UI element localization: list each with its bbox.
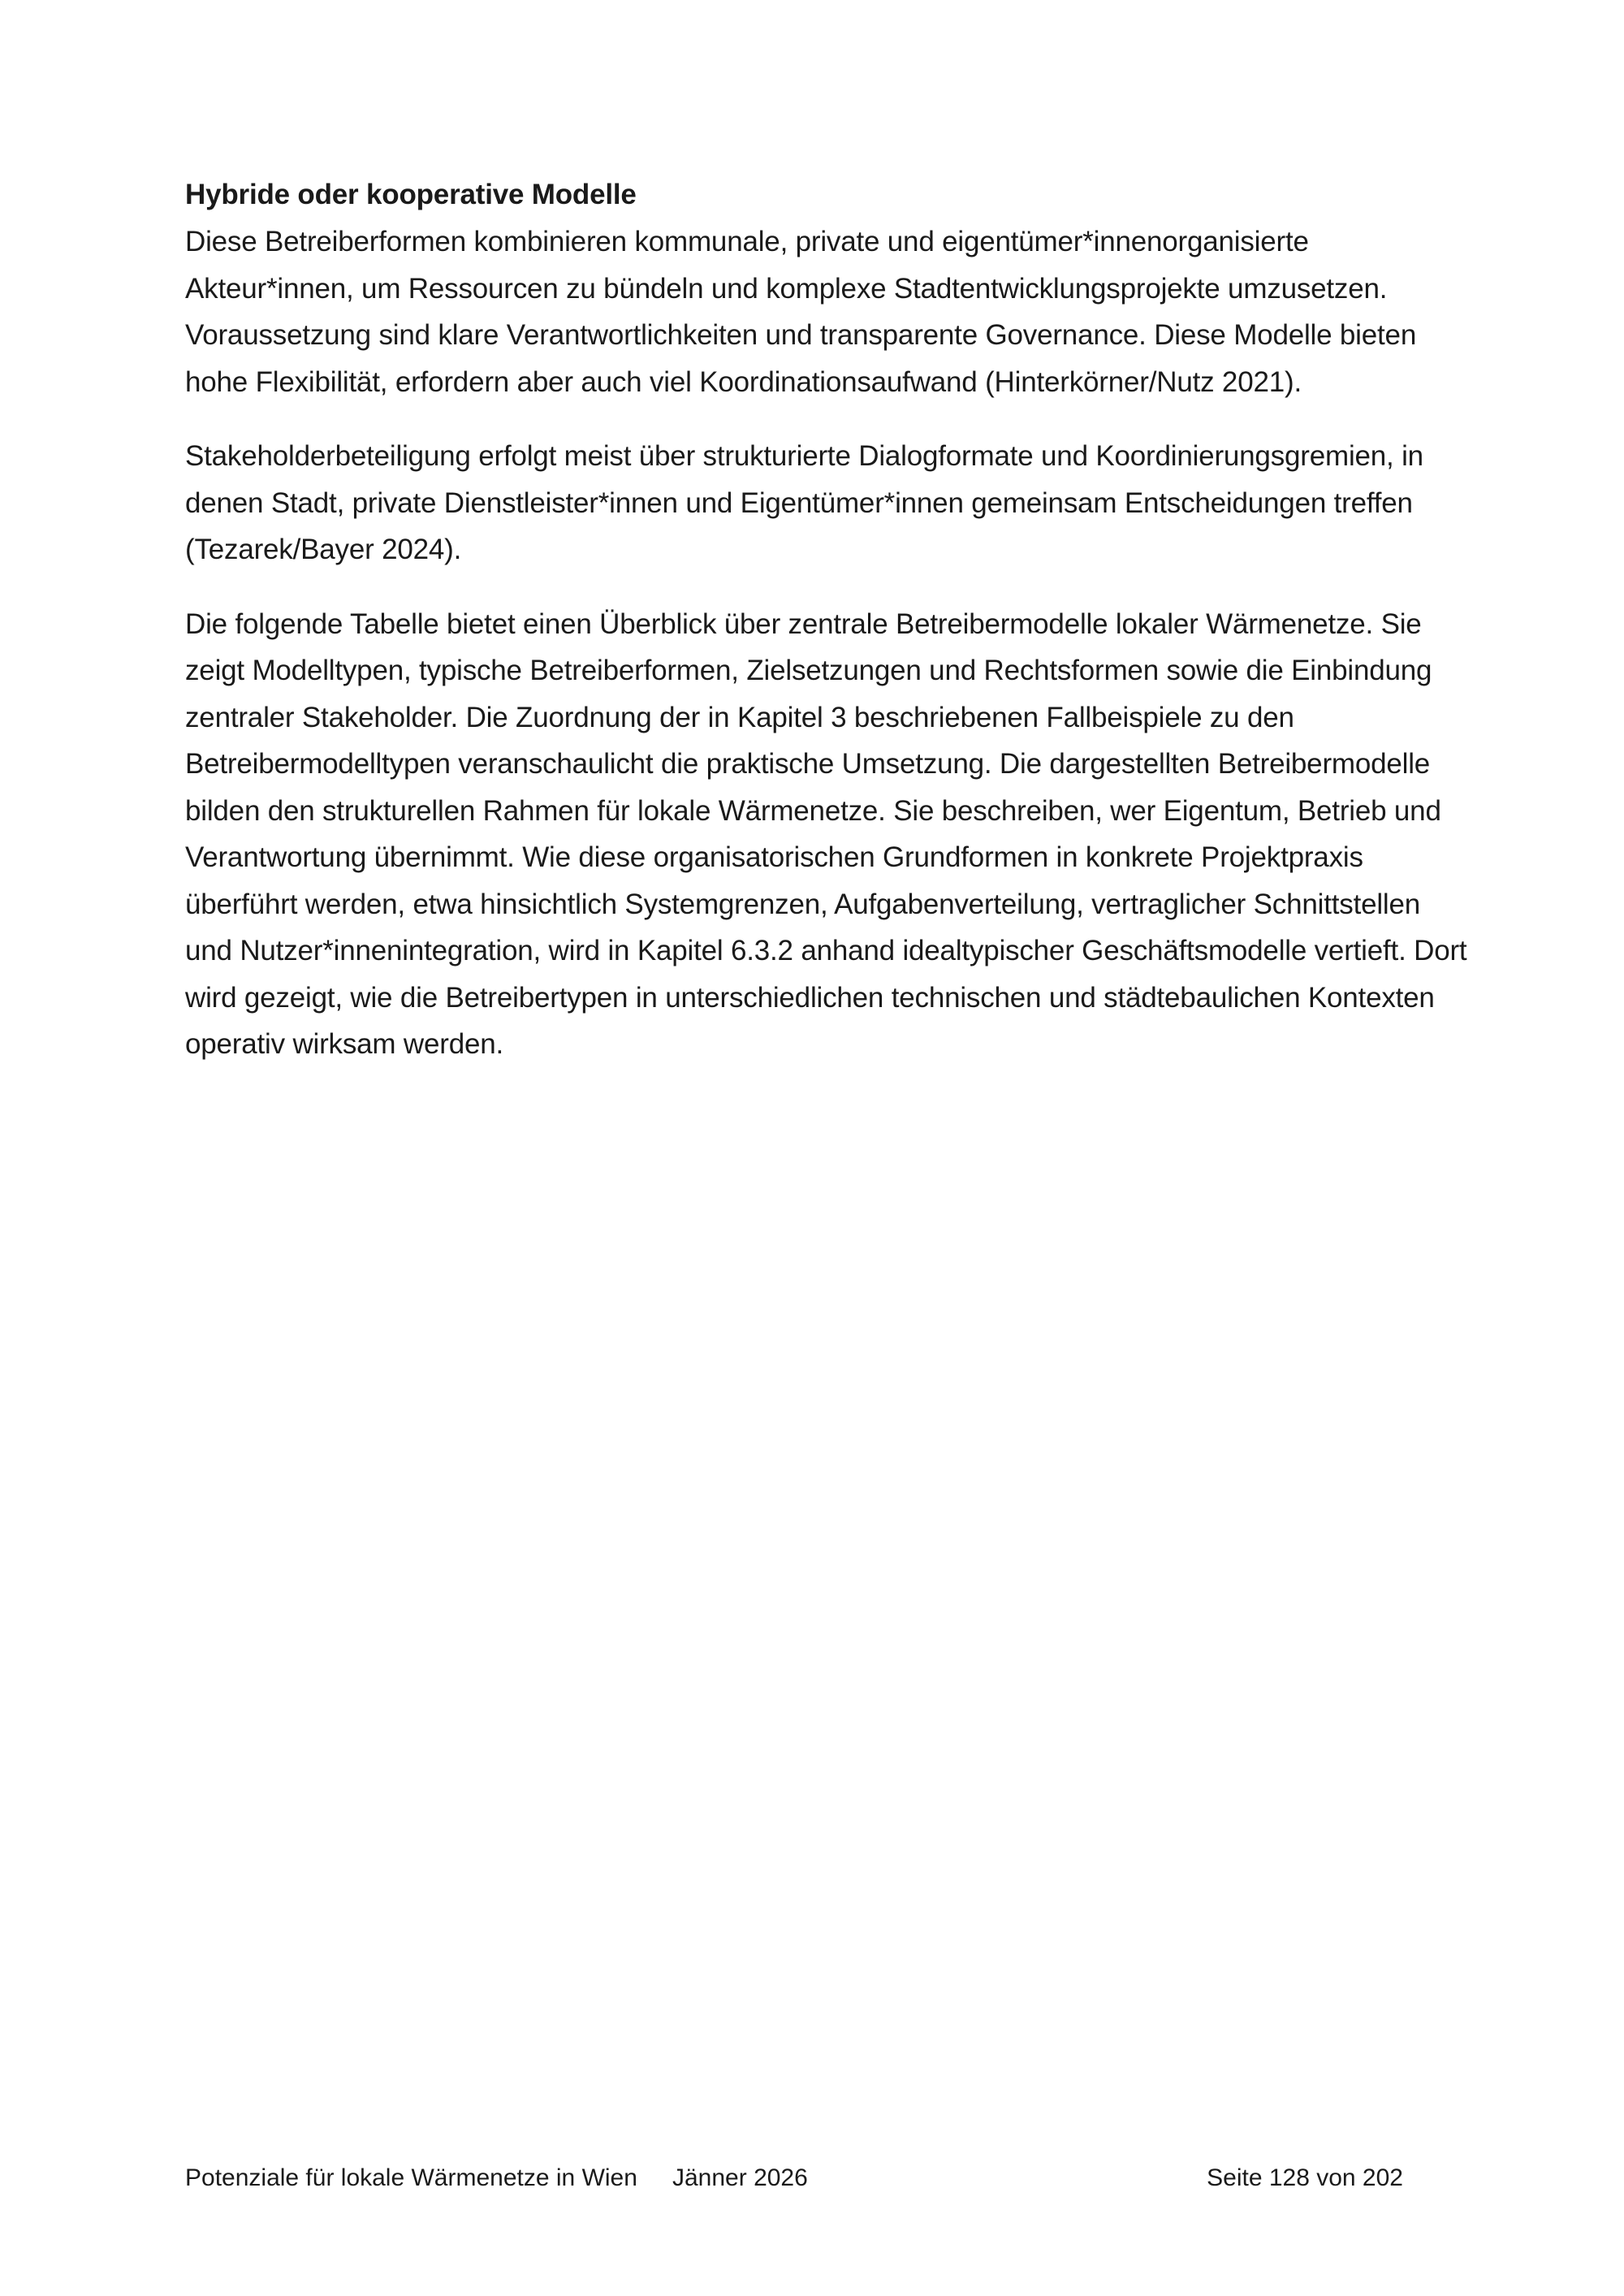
section-heading: Hybride oder kooperative Modelle — [185, 179, 637, 210]
footer-date: Jänner 2026 — [672, 2164, 808, 2191]
paragraph-table-overview: Die folgende Tabelle bietet einen Überblick über zentrale Betreibermodelle lokaler Wärmenetze. Sie zeigt Modelltypen, typische Betreiberformen, Zielsetzungen und Rechtsformen sowie die Einbindung zentraler Stakeholder. Die Zuordnung der in Kapitel 3 beschriebenen Fallbeispiele zu den Betreibermodelltypen veranschaulicht die praktische Umsetzung. Die dargestellten Betreibermodelle bilden den strukturellen Rahmen für lokale Wärmenetze. Sie beschreiben, wer Eigentum, Betrieb und Verantwortung übernimmt. Wie diese organisatorischen Grundformen in konkrete Projektpraxis überführt werden, etwa hinsichtlich Systemgrenzen, Aufgabenverteilung, vertraglicher Schnittstellen und Nutzer*innenintegration, wird in Kapitel 6.3.2 anhand idealtypischer Geschäftsmodelle vertieft. Dort wird gezeigt, wie die Betreibertypen in unterschiedlichen technischen und städtebaulichen Kontexten operativ wirksam werden. — [185, 608, 1467, 1060]
footer-page-number: Seite 128 von 202 — [1207, 2164, 1403, 2191]
footer-document-title: Potenziale für lokale Wärmenetze in Wien — [185, 2164, 637, 2191]
page-footer — [185, 2162, 1403, 2194]
paragraph-stakeholder-participation: Stakeholderbeteiligung erfolgt meist über strukturierte Dialogformate und Koordinierungsgremien, in denen Stadt, private Dienstleister*innen und Eigentümer*innen gemeinsam Entscheidungen treffen (Tezarek/Bayer 2024). — [185, 440, 1423, 565]
page-content — [185, 171, 1468, 1096]
paragraph-hybrid-models: Diese Betreiberformen kombinieren kommunale, private und eigentümer*innenorganisierte Akteur*innen, um Ressourcen zu bündeln und komplexe Stadtentwicklungsprojekte umzusetzen. Voraussetzung sind klare Verantwortlichkeiten und transparente Governance. Diese Modelle bieten hohe Flexibilität, erfordern aber auch viel Koordinationsaufwand (Hinterkörner/Nutz 2021). — [185, 226, 1417, 398]
